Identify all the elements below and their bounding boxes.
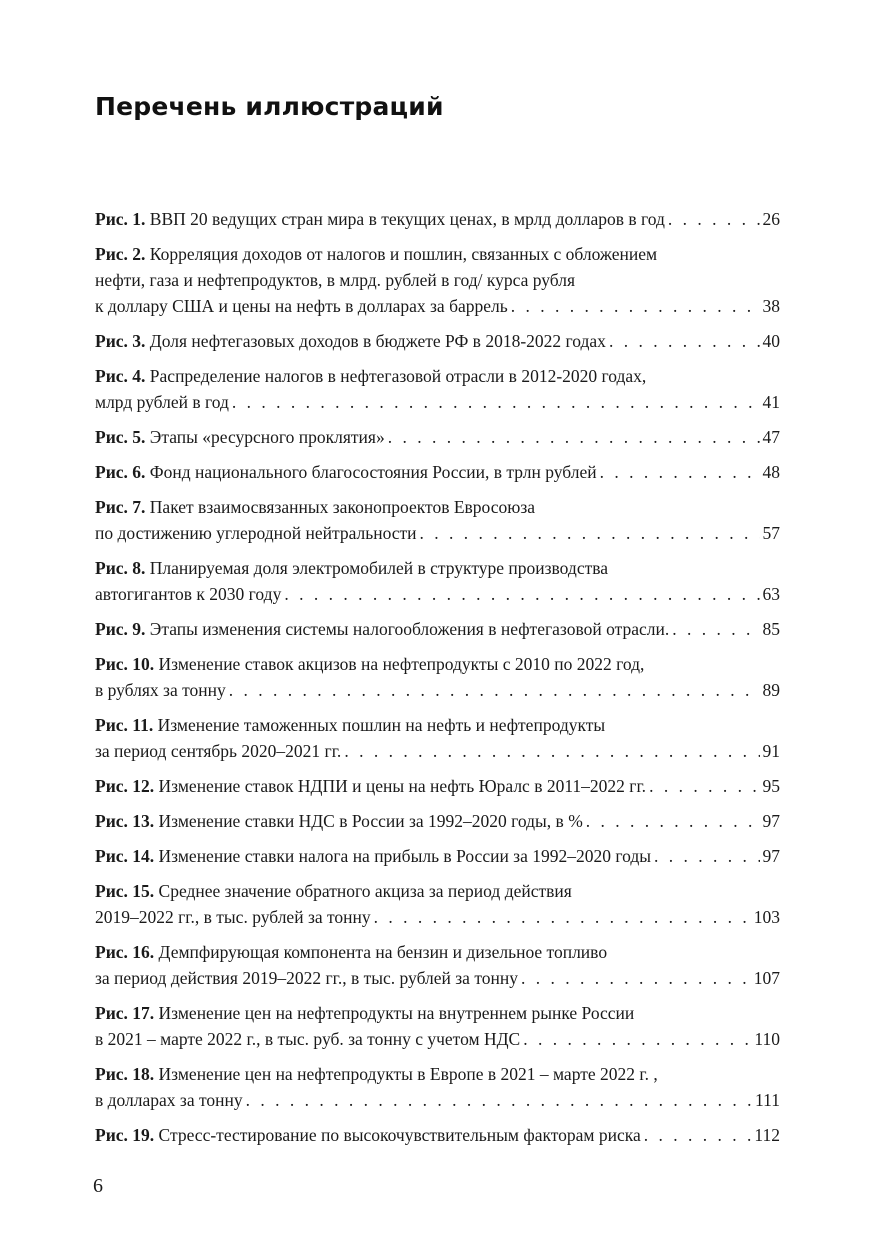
figure-caption: Изменение ставок акцизов на нефтепродукты с 2010 по 2022 год,: [158, 654, 645, 674]
figure-number: Рис. 17.: [95, 1003, 155, 1023]
figure-number: Рис. 6.: [95, 462, 146, 482]
dot-leader: [609, 328, 760, 354]
toc-entry: [95, 424, 780, 450]
toc-page-number: 91: [762, 741, 780, 761]
dot-leader: [420, 520, 760, 546]
figure-caption: к доллару США и цены на нефть в долларах за баррель: [95, 296, 508, 316]
toc-entry-line: [95, 241, 780, 267]
toc-page-number: 111: [755, 1090, 780, 1110]
figure-caption: Фонд национального благосостояния России, в трлн рублей: [149, 462, 597, 482]
figure-caption: Изменение ставки НДС в России за 1992–2020 годы, в %: [158, 811, 583, 831]
toc-entry-line: [95, 494, 780, 520]
figure-caption: Распределение налогов в нефтегазовой отрасли в 2012-2020 годах,: [149, 366, 647, 386]
toc-entry: [95, 843, 780, 869]
figure-caption: Пакет взаимосвязанных законопроектов Евросоюза: [149, 497, 536, 517]
dot-leader: [284, 581, 759, 607]
toc-entry-line: [95, 1122, 780, 1148]
toc-entry-line: [95, 520, 780, 546]
toc-entry-line: [95, 1087, 780, 1113]
figure-caption: Стресс-тестирование по высокочувствительным факторам риска: [158, 1125, 641, 1145]
toc-entry-line: [95, 389, 780, 415]
toc-entry-line: [95, 363, 780, 389]
toc-entry-line: [95, 459, 780, 485]
page-title: Перечень иллюстраций: [95, 92, 444, 121]
figure-number: Рис. 9.: [95, 619, 146, 639]
toc-entry-line: [95, 904, 780, 930]
figure-caption: Демпфирующая компонента на бензин и дизельное топливо: [158, 942, 608, 962]
toc-entry-line: [95, 581, 780, 607]
figure-caption: Изменение ставки налога на прибыль в России за 1992–2020 годы: [158, 846, 652, 866]
figure-number: Рис. 8.: [95, 558, 146, 578]
figure-caption: Корреляция доходов от налогов и пошлин, связанных с обложением: [149, 244, 658, 264]
toc-entry-line: [95, 424, 780, 450]
figure-number: Рис. 7.: [95, 497, 146, 517]
figure-number: Рис. 16.: [95, 942, 155, 962]
toc-entry-line: [95, 939, 780, 965]
toc-page-number: 57: [762, 523, 780, 543]
toc-entry-line: [95, 206, 780, 232]
dot-leader: [246, 1087, 752, 1113]
dot-leader: [644, 1122, 752, 1148]
figure-number: Рис. 2.: [95, 244, 146, 264]
toc-page-number: 38: [762, 296, 780, 316]
toc-entry: [95, 363, 780, 415]
figure-caption: Планируемая доля электромобилей в структуре производства: [149, 558, 609, 578]
toc-page-number: 110: [754, 1029, 780, 1049]
toc-entry-line: [95, 677, 780, 703]
toc-entry: [95, 459, 780, 485]
figure-number: Рис. 3.: [95, 331, 146, 351]
figure-caption: в рублях за тонну: [95, 680, 226, 700]
toc-entry-line: [95, 328, 780, 354]
toc-entry: [95, 1061, 780, 1113]
toc-entry-line: [95, 651, 780, 677]
figure-caption: нефти, газа и нефтепродуктов, в млрд. рублей в год/ курса рубля: [95, 270, 576, 290]
figure-caption: 2019–2022 гг., в тыс. рублей за тонну: [95, 907, 371, 927]
toc-entry: [95, 808, 780, 834]
toc-entry: [95, 939, 780, 991]
toc-page-number: 40: [762, 331, 780, 351]
figure-caption: млрд рублей в год: [95, 392, 229, 412]
toc-entry: [95, 555, 780, 607]
dot-leader: [523, 1026, 751, 1052]
toc-entry-line: [95, 878, 780, 904]
toc-page-number: 89: [762, 680, 780, 700]
toc-page-number: 97: [762, 846, 780, 866]
toc-entry-line: [95, 293, 780, 319]
figure-number: Рис. 13.: [95, 811, 155, 831]
toc-entry: [95, 1122, 780, 1148]
toc-page-number: 112: [754, 1125, 780, 1145]
figure-caption: Этапы «ресурсного проклятия»: [149, 427, 385, 447]
dot-leader: [232, 389, 760, 415]
toc-page-number: 85: [762, 619, 780, 639]
figure-caption: в 2021 – марте 2022 г., в тыс. руб. за тонну с учетом НДС: [95, 1029, 521, 1049]
toc-entry-line: [95, 843, 780, 869]
toc-entry: [95, 712, 780, 764]
toc-page-number: 107: [753, 968, 780, 988]
toc-page-number: 95: [762, 776, 780, 796]
figure-caption: ВВП 20 ведущих стран мира в текущих ценах, в мрлд долларов в год: [149, 209, 665, 229]
dot-leader: [229, 677, 760, 703]
toc-entry: [95, 1000, 780, 1052]
toc-entry-line: [95, 965, 780, 991]
toc-entry-line: [95, 738, 780, 764]
toc-page-number: 48: [762, 462, 780, 482]
toc-page-number: 26: [762, 209, 780, 229]
dot-leader: [388, 424, 760, 450]
toc-entry: [95, 494, 780, 546]
toc-entry-line: [95, 555, 780, 581]
dot-leader: [668, 206, 760, 232]
figure-caption: Доля нефтегазовых доходов в бюджете РФ в 2018-2022 годах: [149, 331, 606, 351]
dot-leader: [344, 738, 759, 764]
toc-entry-line: [95, 267, 780, 293]
toc-entry-line: [95, 1061, 780, 1087]
dot-leader: [672, 616, 759, 642]
dot-leader: [374, 904, 751, 930]
figure-number: Рис. 15.: [95, 881, 155, 901]
toc-entry-line: [95, 1026, 780, 1052]
figure-number: Рис. 14.: [95, 846, 155, 866]
figure-number: Рис. 19.: [95, 1125, 155, 1145]
toc-entry: [95, 241, 780, 319]
figure-caption: Этапы изменения системы налогообложения в нефтегазовой отрасли.: [149, 619, 670, 639]
figure-caption: автогигантов к 2030 году: [95, 584, 282, 604]
toc-page-number: 63: [762, 584, 780, 604]
figure-number: Рис. 5.: [95, 427, 146, 447]
dot-leader: [654, 843, 759, 869]
figure-caption: за период сентябрь 2020–2021 гг.: [95, 741, 342, 761]
figure-caption: Изменение цен на нефтепродукты на внутреннем рынке России: [158, 1003, 635, 1023]
toc-entry-line: [95, 773, 780, 799]
figure-number: Рис. 12.: [95, 776, 155, 796]
figure-number: Рис. 4.: [95, 366, 146, 386]
toc-entry: [95, 651, 780, 703]
figure-caption: Изменение таможенных пошлин на нефть и нефтепродукты: [157, 715, 606, 735]
figure-caption: по достижению углеродной нейтральности: [95, 523, 417, 543]
dot-leader: [521, 965, 751, 991]
toc-page-number: 41: [762, 392, 780, 412]
figure-number: Рис. 1.: [95, 209, 146, 229]
toc-page-number: 103: [753, 907, 780, 927]
figure-caption: в долларах за тонну: [95, 1090, 243, 1110]
dot-leader: [511, 293, 760, 319]
dot-leader: [649, 773, 759, 799]
toc-page-number: 97: [762, 811, 780, 831]
figure-number: Рис. 10.: [95, 654, 155, 674]
toc-entry: [95, 206, 780, 232]
dot-leader: [600, 459, 760, 485]
figure-caption: Среднее значение обратного акциза за период действия: [158, 881, 572, 901]
toc-entry: [95, 773, 780, 799]
toc-entry-line: [95, 1000, 780, 1026]
figure-number: Рис. 11.: [95, 715, 154, 735]
dot-leader: [586, 808, 760, 834]
toc-entry: [95, 328, 780, 354]
toc-entry-line: [95, 808, 780, 834]
toc-entry-line: [95, 616, 780, 642]
toc-entry-line: [95, 712, 780, 738]
list-of-illustrations: [95, 206, 780, 1157]
toc-page-number: 47: [762, 427, 780, 447]
figure-caption: Изменение ставок НДПИ и цены на нефть Юралс в 2011–2022 гг.: [158, 776, 647, 796]
toc-entry: [95, 878, 780, 930]
figure-number: Рис. 18.: [95, 1064, 155, 1084]
figure-caption: Изменение цен на нефтепродукты в Европе в 2021 – марте 2022 г. ,: [158, 1064, 658, 1084]
toc-entry: [95, 616, 780, 642]
figure-caption: за период действия 2019–2022 гг., в тыс. рублей за тонну: [95, 968, 518, 988]
page-number: 6: [93, 1175, 103, 1197]
